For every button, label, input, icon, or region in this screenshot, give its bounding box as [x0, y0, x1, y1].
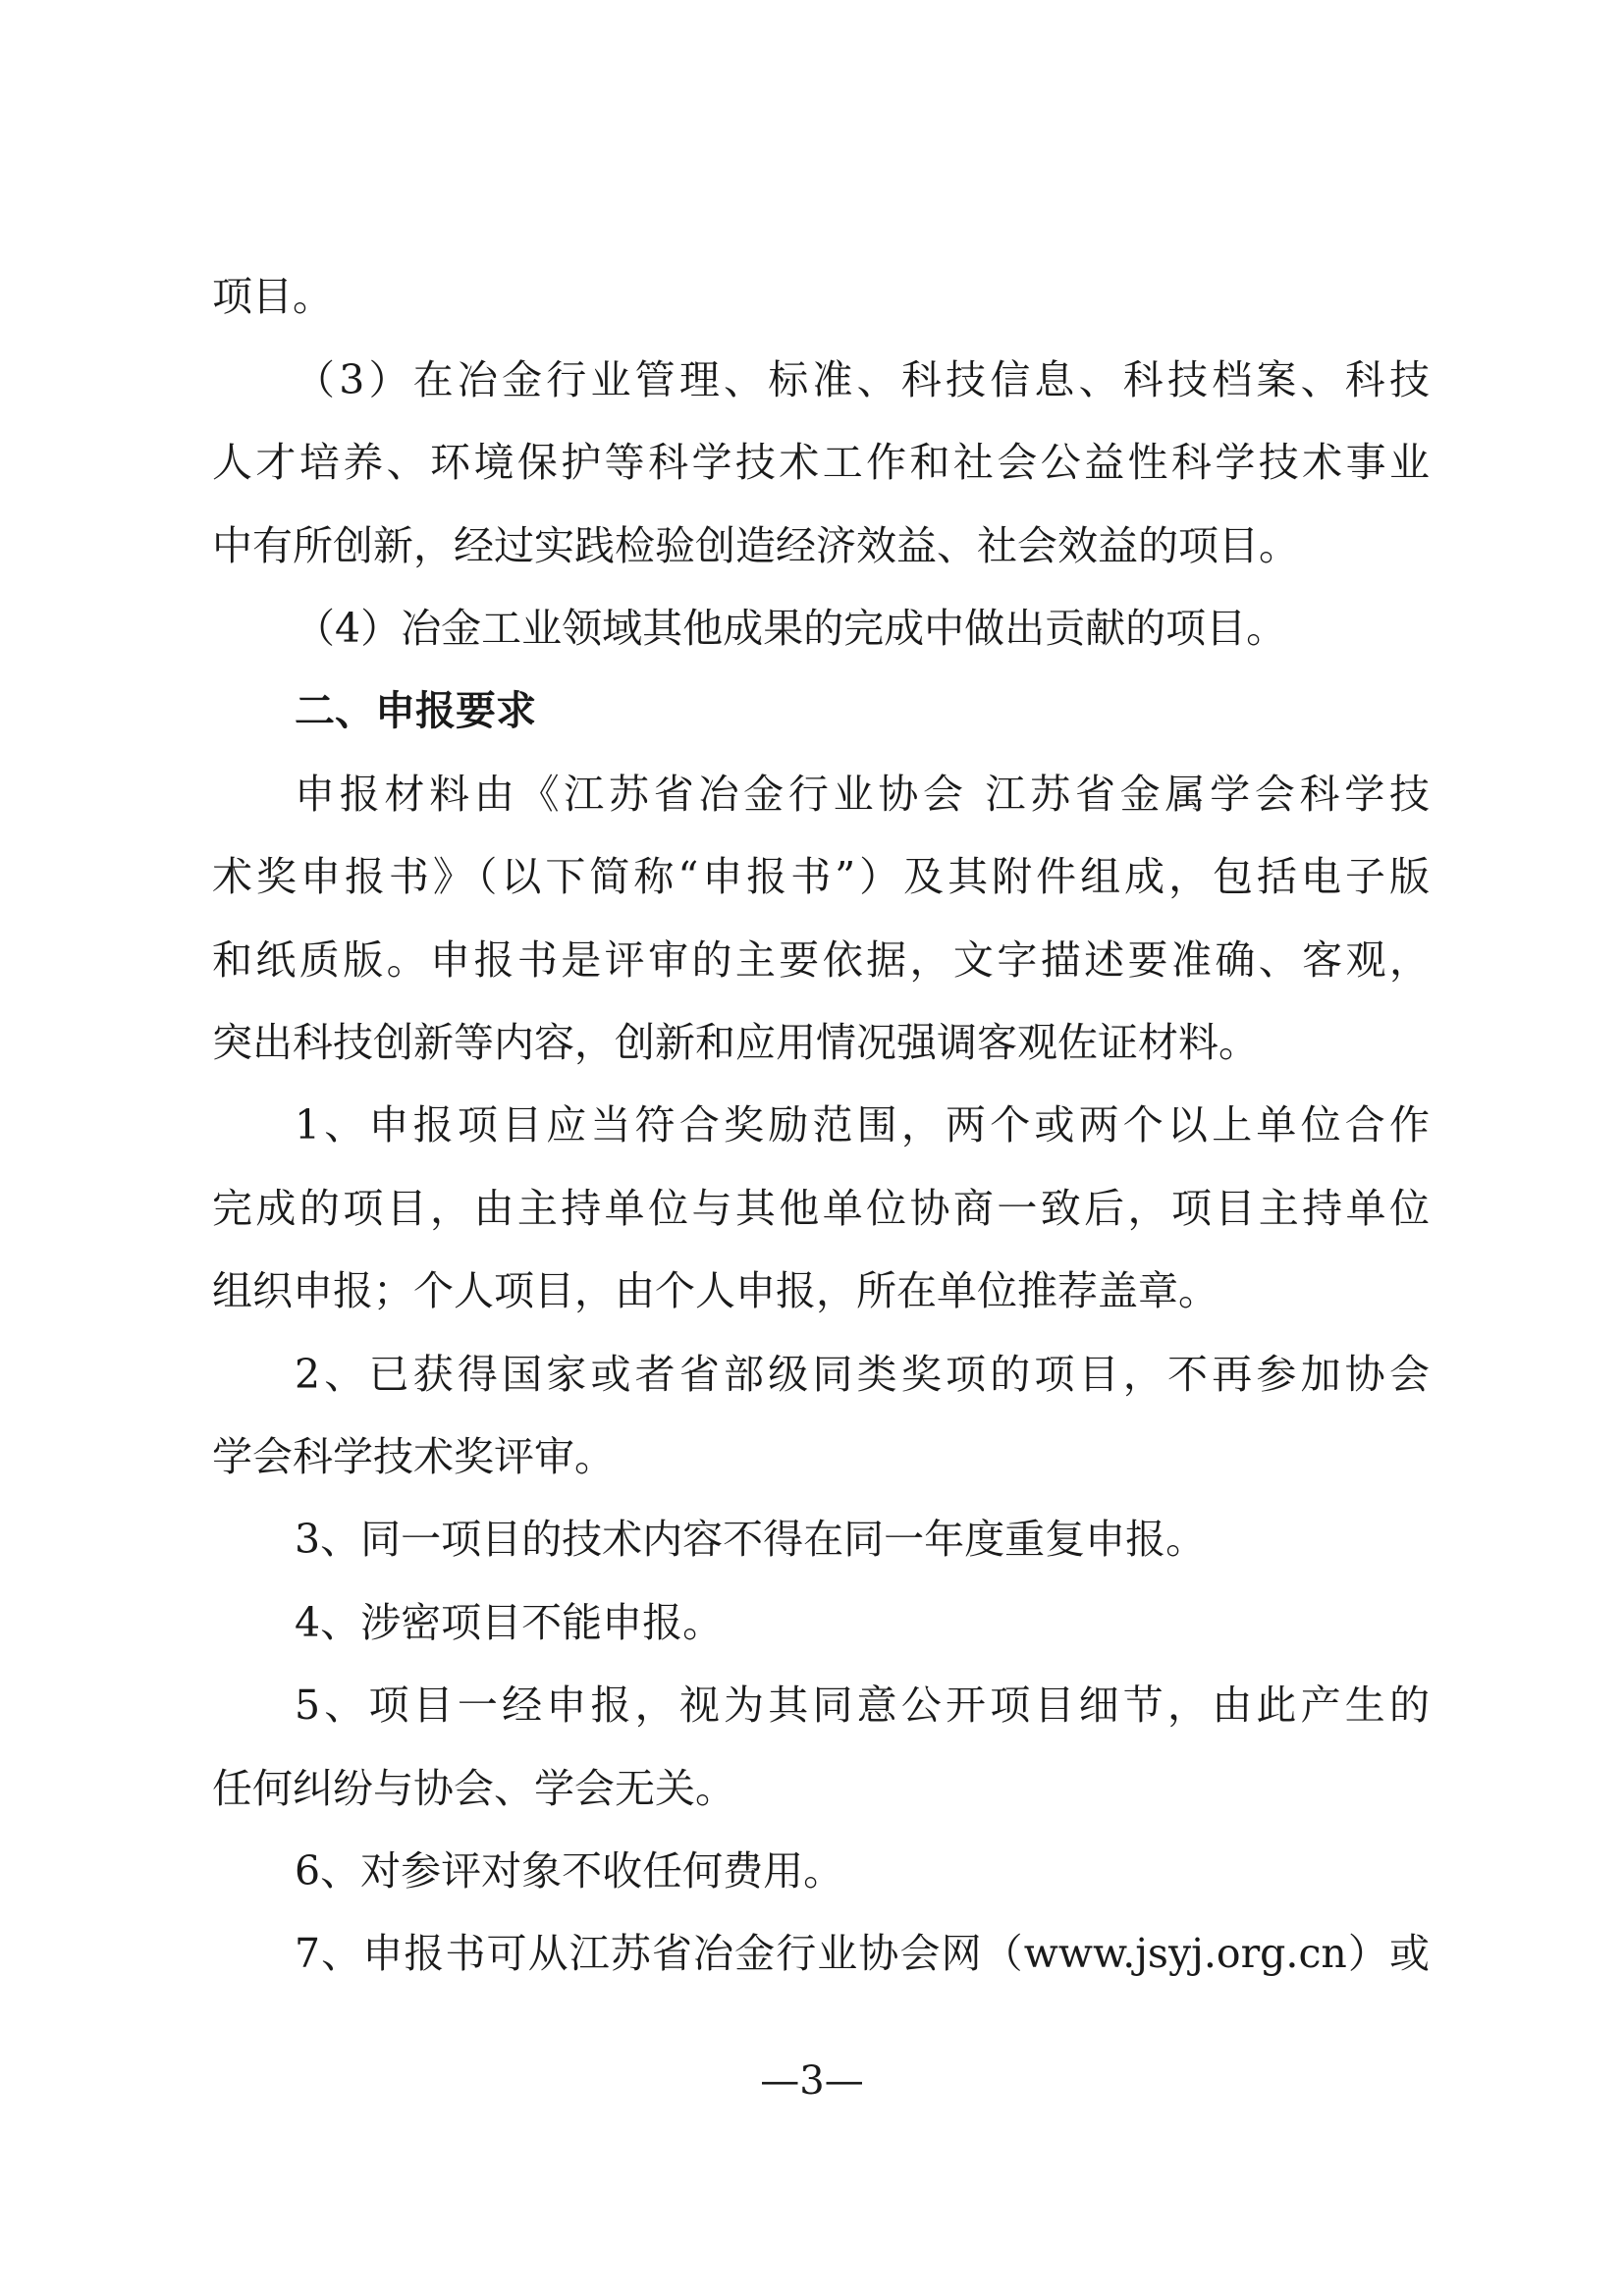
section-heading-requirements: 二、申报要求 [295, 687, 536, 734]
requirement-3: 3、同一项目的技术内容不得在同一年度重复申报。 [295, 1516, 1207, 1563]
requirement-6: 6、对参评对象不收任何费用。 [295, 1847, 844, 1895]
requirement-5-line-2: 任何纠纷与协会、学会无关。 [212, 1765, 735, 1812]
requirement-1-line-3: 组织申报；个人项目，由个人申报，所在单位推荐盖章。 [212, 1267, 1218, 1314]
page-number: —3— [760, 2058, 864, 2104]
paragraph-item-3-line-2: 人才培养、环境保护等科学技术工作和社会公益性科学技术事业 [212, 439, 1430, 486]
requirement-2-line-1: 2、已获得国家或者省部级同类奖项的项目，不再参加协会 [295, 1351, 1430, 1398]
requirement-1-line-1: 1、申报项目应当符合奖励范围，两个或两个以上单位合作 [295, 1101, 1430, 1148]
paragraph-materials-line-1: 申报材料由《江苏省冶金行业协会 江苏省金属学会科学技 [295, 771, 1430, 818]
paragraph-item-3-line-1: （3）在冶金行业管理、标准、科技信息、科技档案、科技 [295, 356, 1430, 403]
requirement-4: 4、涉密项目不能申报。 [295, 1599, 724, 1646]
requirement-5-line-1: 5、项目一经申报，视为其同意公开项目细节，由此产生的 [295, 1682, 1430, 1729]
paragraph-materials-line-2: 术奖申报书》（以下简称“申报书”）及其附件组成，包括电子版 [212, 853, 1430, 900]
requirement-7-line-1: 7、申报书可从江苏省冶金行业协会网（www.jsyj.org.cn）或 [295, 1930, 1430, 1977]
text-line-project-end: 项目。 [212, 273, 333, 320]
paragraph-materials-line-3: 和纸质版。申报书是评审的主要依据，文字描述要准确、客观， [212, 936, 1430, 984]
paragraph-item-3-line-3: 中有所创新，经过实践检验创造经济效益、社会效益的项目。 [212, 522, 1299, 569]
paragraph-item-4: （4）冶金工业领域其他成果的完成中做出贡献的项目。 [295, 605, 1287, 652]
paragraph-materials-line-4: 突出科技创新等内容，创新和应用情况强调客观佐证材料。 [212, 1019, 1259, 1066]
requirement-1-line-2: 完成的项目，由主持单位与其他单位协商一致后，项目主持单位 [212, 1185, 1430, 1232]
requirement-2-line-2: 学会科学技术奖评审。 [212, 1433, 615, 1480]
